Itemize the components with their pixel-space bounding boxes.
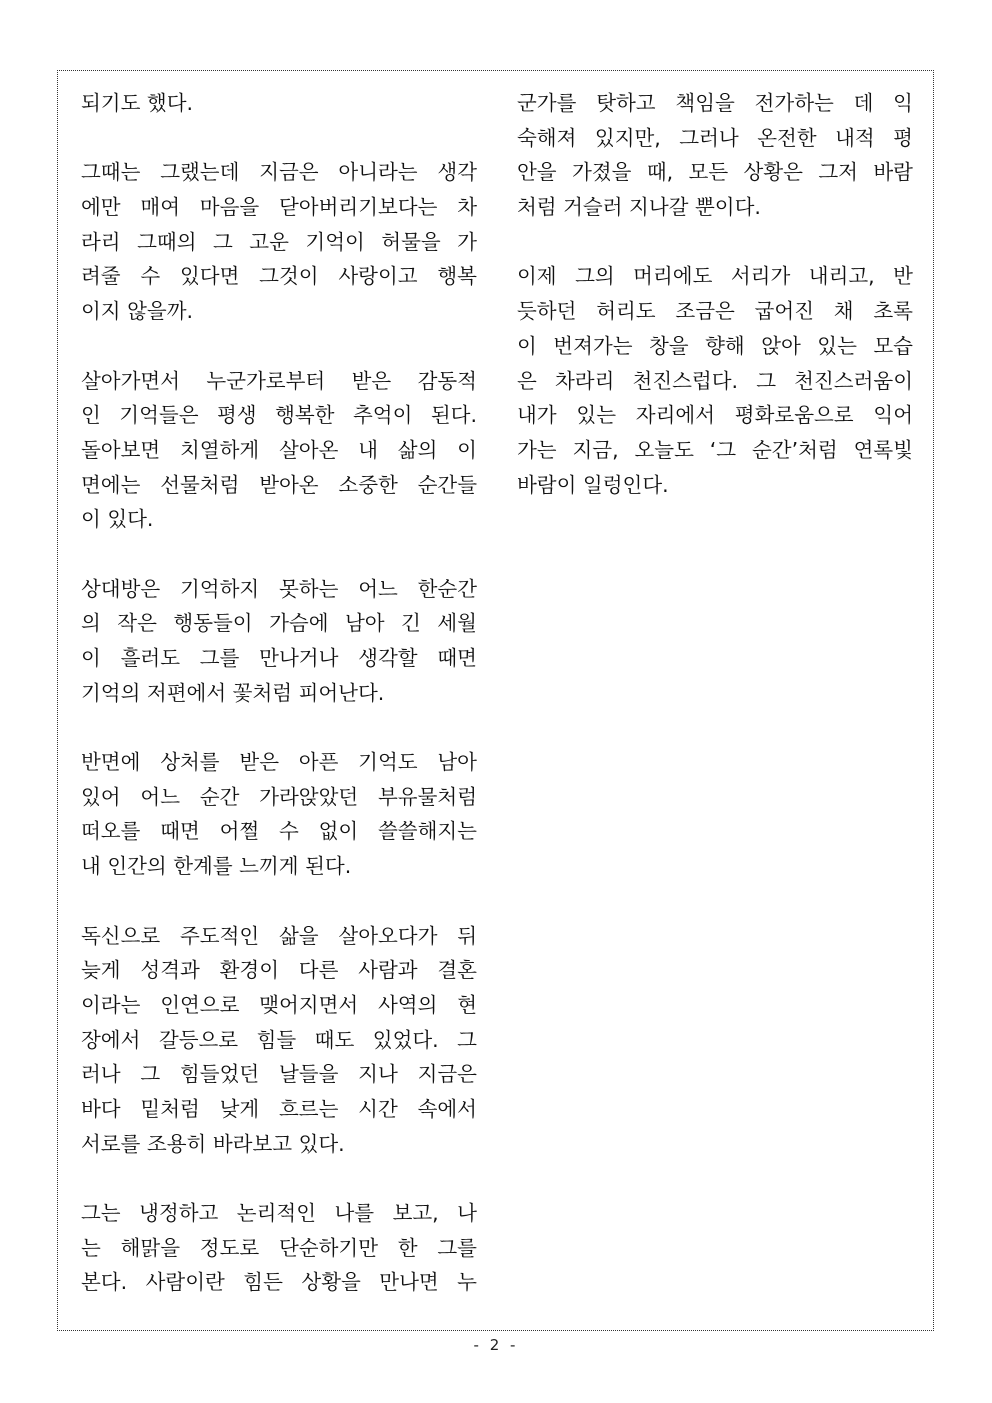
left-column [81, 86, 477, 1335]
text-line: 장에서 갈등으로 힘들 때도 있었다. 그 [81, 1027, 477, 1052]
text-line: 상대방은 기억하지 못하는 어느 한순간 [81, 576, 477, 601]
text-line: 듯하던 허리도 조금은 굽어진 채 초록 [517, 299, 913, 324]
text-line: 이 있다. [81, 507, 154, 532]
paragraph [81, 919, 477, 1162]
text-line: 바다 밑처럼 낮게 흐르는 시간 속에서 [81, 1096, 477, 1121]
text-line: 서로를 조용히 바라보고 있다. [81, 1131, 345, 1156]
paragraph [81, 572, 477, 711]
paragraph [517, 86, 913, 225]
text-line: 되기도 했다. [81, 91, 194, 115]
text-line: 처럼 거슬러 지나갈 뿐이다. [517, 195, 761, 220]
text-line: 이제 그의 머리에도 서리가 내리고, 반 [517, 264, 913, 289]
text-line: 그때는 그랬는데 지금은 아니라는 생각 [81, 160, 477, 185]
text-line: 는 해맑을 정도로 단순하기만 한 그를 [81, 1235, 477, 1260]
text-line: 바람이 일렁인다. [517, 472, 669, 497]
text-line: 에만 매여 마음을 닫아버리기보다는 차 [81, 195, 477, 220]
text-line: 내 인간의 한계를 느끼게 된다. [81, 854, 352, 879]
text-line: 이 흘러도 그를 만나거나 생각할 때면 [81, 646, 477, 670]
text-line: 이 번져가는 창을 향해 앉아 있는 모습 [517, 333, 913, 358]
paragraph [81, 86, 477, 121]
text-line: 늦게 성격과 환경이 다른 사람과 결혼 [81, 958, 477, 983]
text-line: 라리 그때의 그 고운 기억이 허물을 가 [81, 229, 477, 254]
text-line: 의 작은 행동들이 가슴에 남아 긴 세월 [81, 611, 477, 636]
paragraph [81, 364, 477, 537]
text-line: 안을 가졌을 때, 모든 상황은 그저 바람 [517, 160, 913, 185]
text-line: 러나 그 힘들었던 날들을 지나 지금은 [81, 1062, 477, 1087]
paragraph [81, 745, 477, 884]
text-line: 본다. 사람이란 힘든 상황을 만나면 누 [81, 1270, 477, 1295]
text-line: 살아가면서 누군가로부터 받은 감동적 [81, 368, 477, 393]
paragraph [81, 1196, 477, 1300]
text-line: 숙해져 있지만, 그러나 온전한 내적 평 [517, 125, 913, 150]
paragraph [81, 155, 477, 328]
page-number: - 2 - [473, 1336, 519, 1354]
text-line: 기억의 저편에서 꽃처럼 피어난다. [81, 680, 385, 705]
text-line: 려줄 수 있다면 그것이 사랑이고 행복 [81, 264, 477, 289]
text-line: 가는 지금, 오늘도 ‘그 순간’처럼 연록빛 [517, 437, 913, 462]
text-line: 이지 않을까. [81, 299, 194, 324]
text-line: 독신으로 주도적인 삶을 살아오다가 뒤 [81, 923, 477, 948]
text-line: 은 차라리 천진스럽다. 그 천진스러움이 [517, 368, 913, 393]
text-line: 인 기억들은 평생 행복한 추억이 된다. [81, 403, 477, 428]
paragraph [517, 259, 913, 502]
text-line: 있어 어느 순간 가라앉았던 부유물처럼 [81, 784, 477, 809]
text-line: 내가 있는 자리에서 평화로움으로 익어 [517, 403, 913, 428]
text-line: 군가를 탓하고 책임을 전가하는 데 익 [517, 91, 913, 115]
text-line: 떠오를 때면 어쩔 수 없이 쓸쓸해지는 [81, 819, 477, 844]
text-line: 그는 냉정하고 논리적인 나를 보고, 나 [81, 1201, 477, 1225]
text-line: 반면에 상처를 받은 아픈 기억도 남아 [81, 750, 477, 775]
text-line: 돌아보면 치열하게 살아온 내 삶의 이 [81, 437, 477, 462]
right-column [517, 86, 913, 537]
text-line: 면에는 선물처럼 받아온 소중한 순간들 [81, 472, 477, 497]
text-line: 이라는 인연으로 맺어지면서 사역의 현 [81, 992, 477, 1017]
